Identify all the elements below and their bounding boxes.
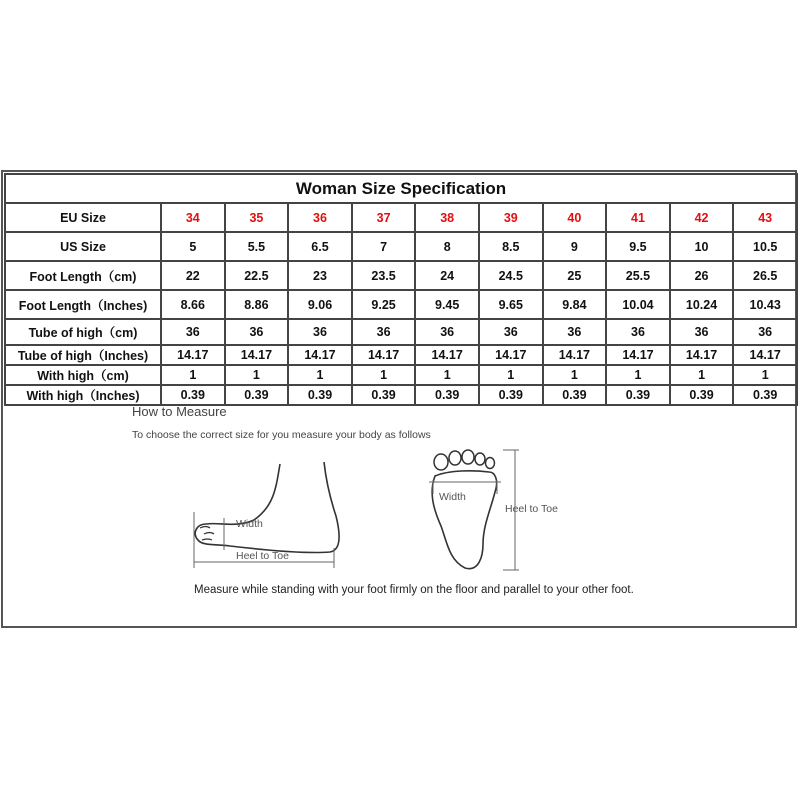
table-cell: 7 (352, 232, 416, 261)
table-cell: 36 (288, 203, 352, 232)
table-cell: 36 (733, 319, 797, 345)
side-length-label: Heel to Toe (236, 550, 289, 562)
table-cell: 35 (225, 203, 289, 232)
table-cell: 9.25 (352, 290, 416, 319)
table-cell: 0.39 (225, 385, 289, 405)
table-cell: 14.17 (415, 345, 479, 365)
table-cell: 36 (479, 319, 543, 345)
table-cell: 9.84 (543, 290, 607, 319)
row-label: With high（Inches) (5, 385, 161, 405)
table-cell: 36 (543, 319, 607, 345)
table-cell: 25.5 (606, 261, 670, 290)
table-cell: 14.17 (733, 345, 797, 365)
table-cell: 8 (415, 232, 479, 261)
side-width-label: Width (236, 518, 263, 530)
title-row (5, 174, 797, 203)
table-cell: 23.5 (352, 261, 416, 290)
table-cell: 10 (670, 232, 734, 261)
table-cell: 23 (288, 261, 352, 290)
table-cell: 14.17 (479, 345, 543, 365)
table-cell: 1 (288, 365, 352, 385)
table-cell: 14.17 (225, 345, 289, 365)
table-cell: 43 (733, 203, 797, 232)
table-cell: 37 (352, 203, 416, 232)
foot-side-view-illustration (184, 458, 354, 578)
table-cell: 0.39 (288, 385, 352, 405)
table-cell: 14.17 (606, 345, 670, 365)
row-label: With high（cm) (5, 365, 161, 385)
table-cell: 25 (543, 261, 607, 290)
table-row (5, 203, 797, 232)
table-cell: 8.86 (225, 290, 289, 319)
table-cell: 42 (670, 203, 734, 232)
measure-title: How to Measure (132, 404, 227, 419)
table-cell: 0.39 (543, 385, 607, 405)
table-cell: 36 (288, 319, 352, 345)
table-row (5, 290, 797, 319)
sole-length-label: Heel to Toe (505, 503, 558, 515)
table-cell: 5 (161, 232, 225, 261)
table-cell: 1 (606, 365, 670, 385)
table-row (5, 345, 797, 365)
table-cell: 1 (352, 365, 416, 385)
measure-subtitle: To choose the correct size for you measure your body as follows (132, 429, 431, 441)
table-cell: 9.65 (479, 290, 543, 319)
table-cell: 1 (161, 365, 225, 385)
table-cell: 1 (479, 365, 543, 385)
table-cell: 41 (606, 203, 670, 232)
row-label: US Size (5, 232, 161, 261)
table-cell: 0.39 (733, 385, 797, 405)
table-cell: 0.39 (606, 385, 670, 405)
table-cell: 36 (670, 319, 734, 345)
table-cell: 1 (415, 365, 479, 385)
table-cell: 22.5 (225, 261, 289, 290)
table-cell: 1 (225, 365, 289, 385)
table-cell: 10.43 (733, 290, 797, 319)
table-cell: 36 (606, 319, 670, 345)
how-to-measure-section (4, 390, 796, 626)
table-cell: 6.5 (288, 232, 352, 261)
table-cell: 0.39 (479, 385, 543, 405)
row-label: Foot Length（cm) (5, 261, 161, 290)
table-cell: 40 (543, 203, 607, 232)
table-cell: 8.66 (161, 290, 225, 319)
table-cell: 10.5 (733, 232, 797, 261)
table-cell: 5.5 (225, 232, 289, 261)
table-cell: 36 (352, 319, 416, 345)
row-label: Tube of high（Inches) (5, 345, 161, 365)
table-row (5, 365, 797, 385)
table-row (5, 232, 797, 261)
table-cell: 14.17 (670, 345, 734, 365)
table-cell: 14.17 (161, 345, 225, 365)
table-cell: 14.17 (288, 345, 352, 365)
table-cell: 10.04 (606, 290, 670, 319)
table-cell: 1 (543, 365, 607, 385)
row-label: Foot Length（Inches) (5, 290, 161, 319)
table-cell: 1 (670, 365, 734, 385)
table-cell: 9.45 (415, 290, 479, 319)
table-title: Woman Size Specification (5, 174, 797, 203)
table-cell: 1 (733, 365, 797, 385)
size-chart-frame (1, 170, 797, 628)
table-cell: 24 (415, 261, 479, 290)
table-row (5, 319, 797, 345)
table-cell: 9.5 (606, 232, 670, 261)
table-cell: 0.39 (352, 385, 416, 405)
table-cell: 10.24 (670, 290, 734, 319)
table-cell: 9 (543, 232, 607, 261)
table-cell: 14.17 (352, 345, 416, 365)
row-label: Tube of high（cm) (5, 319, 161, 345)
table-cell: 14.17 (543, 345, 607, 365)
table-cell: 36 (415, 319, 479, 345)
table-cell: 36 (225, 319, 289, 345)
table-cell: 36 (161, 319, 225, 345)
table-cell: 0.39 (415, 385, 479, 405)
row-label: EU Size (5, 203, 161, 232)
table-cell: 8.5 (479, 232, 543, 261)
table-cell: 34 (161, 203, 225, 232)
table-cell: 24.5 (479, 261, 543, 290)
size-table (4, 173, 798, 406)
table-cell: 0.39 (161, 385, 225, 405)
table-cell: 38 (415, 203, 479, 232)
table-cell: 26 (670, 261, 734, 290)
table-cell: 22 (161, 261, 225, 290)
table-cell: 26.5 (733, 261, 797, 290)
measure-note: Measure while standing with your foot firmly on the floor and parallel to your other foot. (194, 584, 634, 596)
foot-sole-illustration (419, 448, 589, 578)
table-cell: 9.06 (288, 290, 352, 319)
table-cell: 0.39 (670, 385, 734, 405)
sole-width-label: Width (439, 491, 466, 503)
table-row (5, 261, 797, 290)
table-cell: 39 (479, 203, 543, 232)
